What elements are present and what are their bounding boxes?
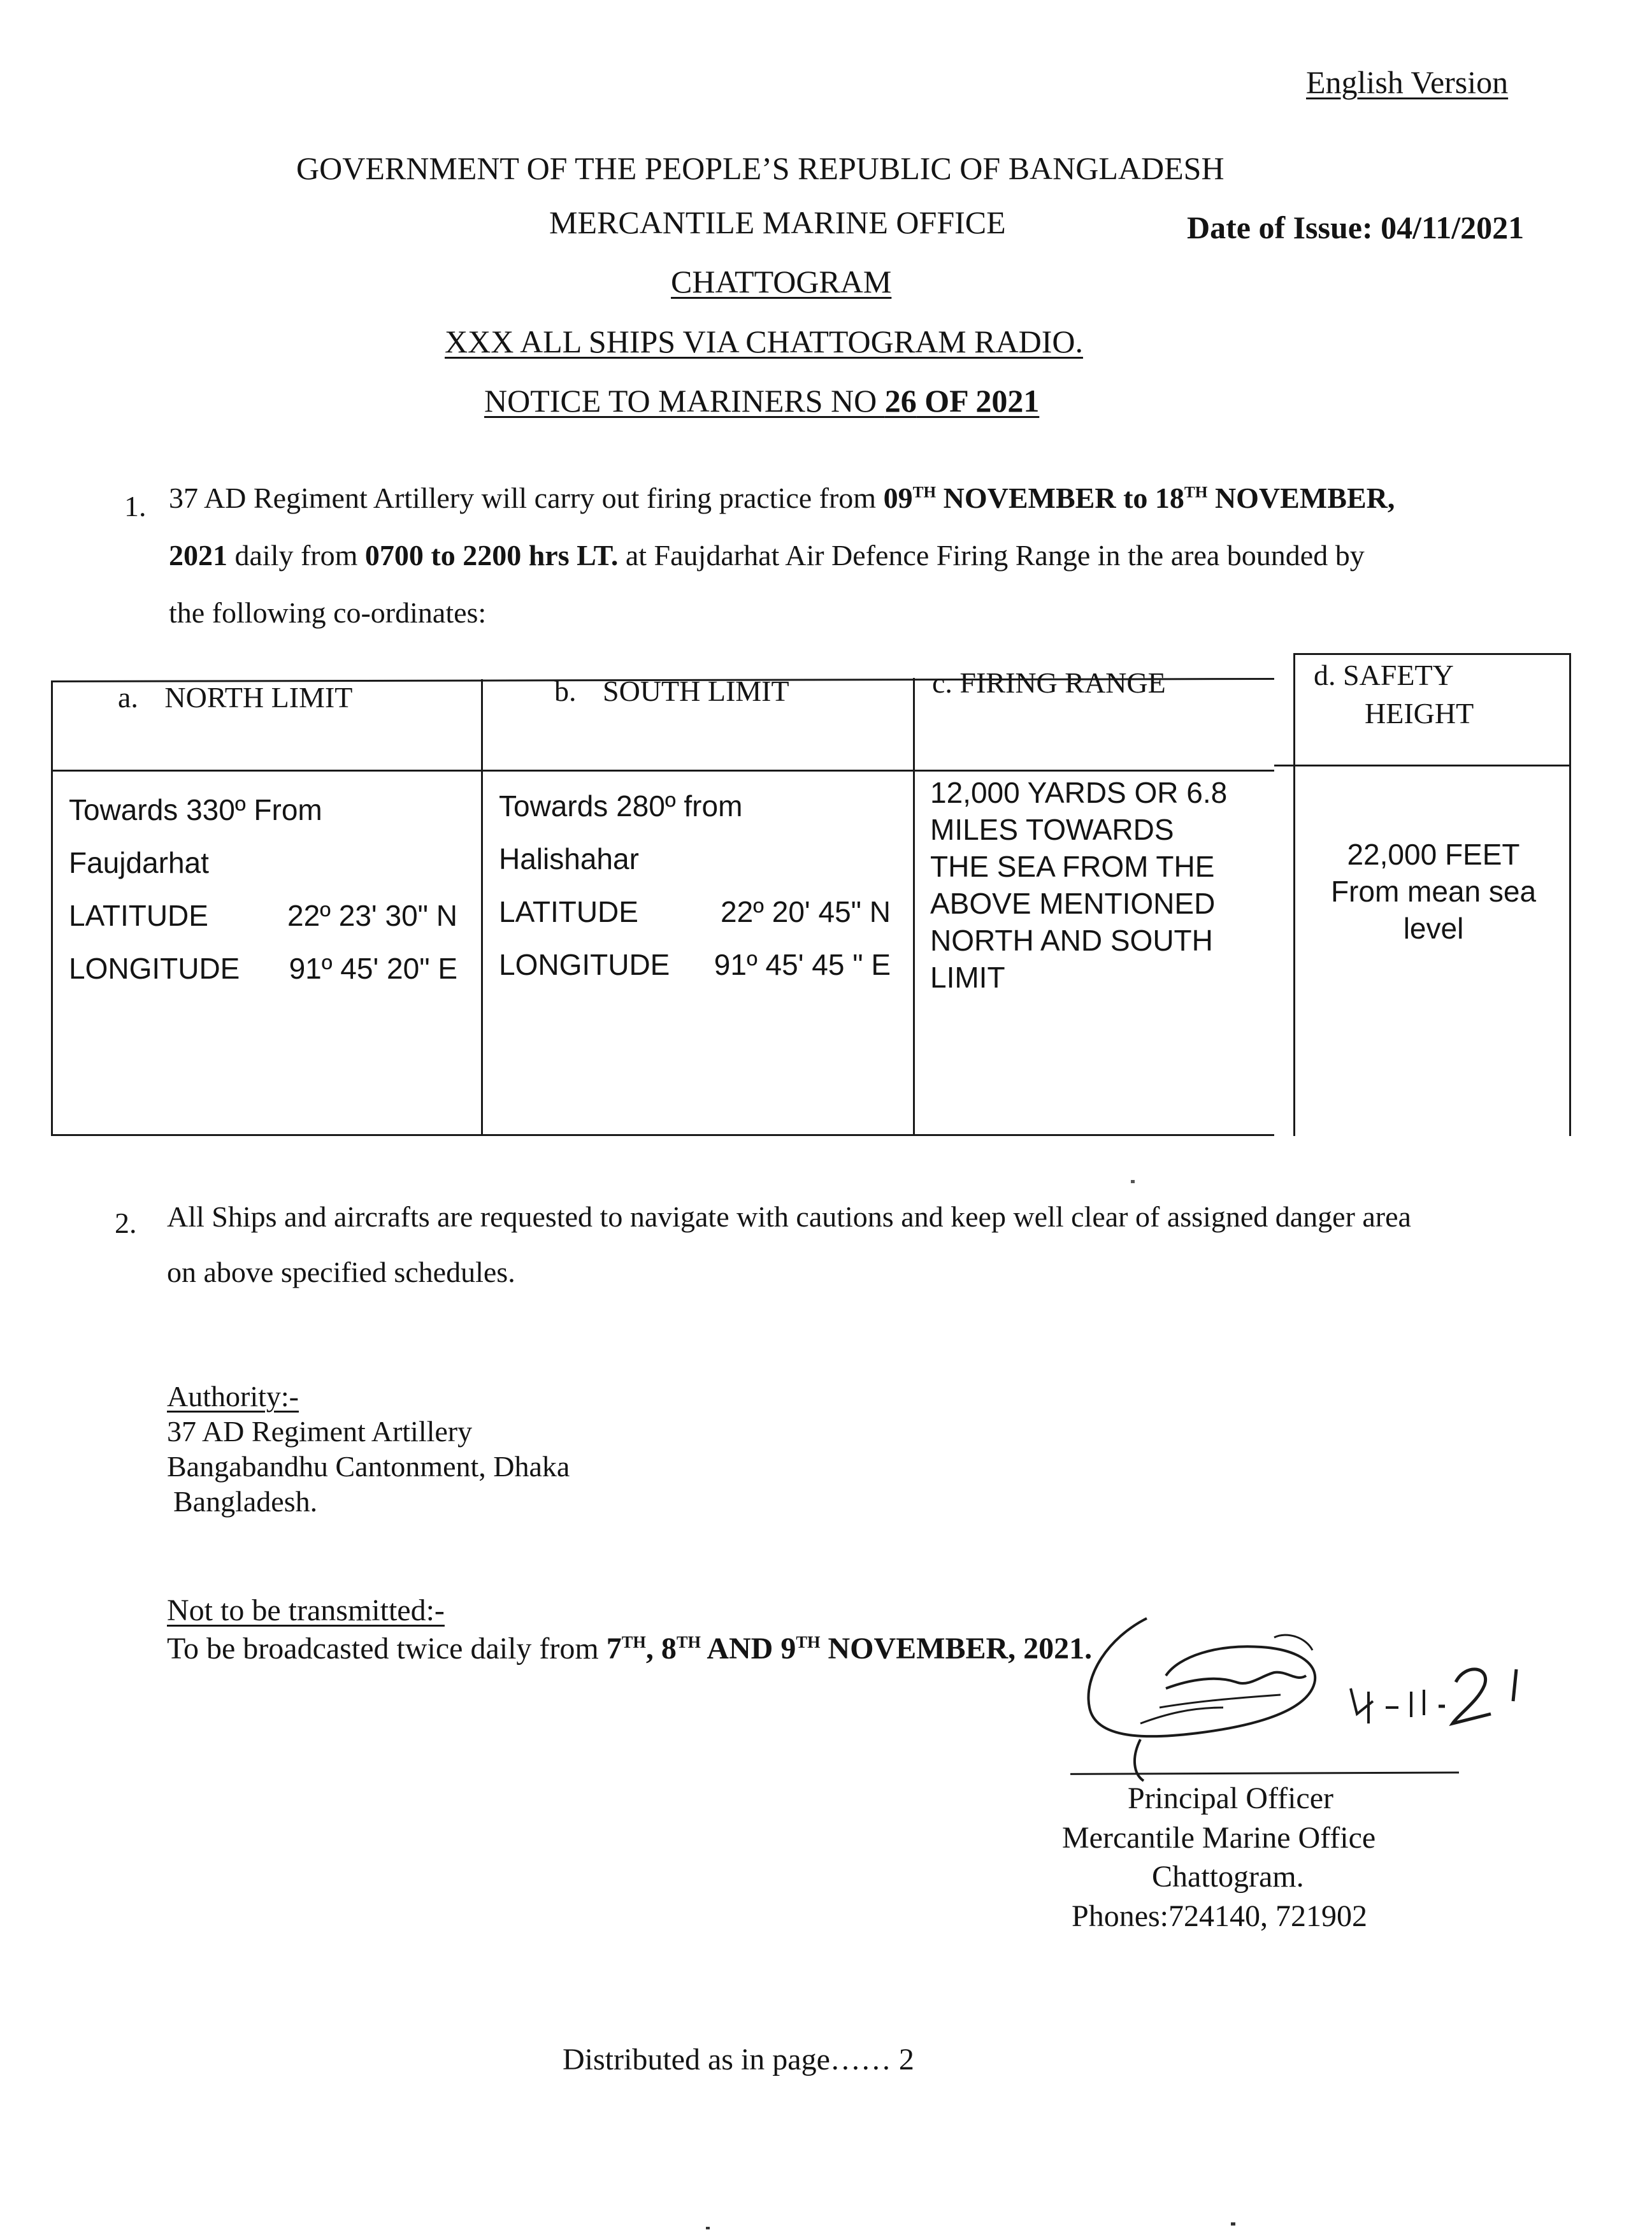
south-lat-value: 22º 20' 45" N — [721, 895, 891, 928]
not-transmitted-heading: Not to be transmitted:- — [167, 1593, 445, 1627]
north-bearing: Towards 330º From — [69, 793, 322, 826]
south-latitude-row — [499, 886, 891, 939]
authority-line2: Bangabandhu Cantonment, Dhaka — [167, 1450, 570, 1483]
header-safety-height — [1314, 656, 1474, 733]
table-bottom-border — [51, 1134, 1274, 1136]
header-office: MERCANTILE MARINE OFFICE — [549, 205, 1006, 240]
authority-line1: 37 AD Regiment Artillery — [167, 1415, 473, 1448]
north-label: NORTH LIMIT — [164, 681, 353, 714]
table-col-divider-1 — [481, 679, 483, 1136]
to-word: to — [1116, 482, 1155, 514]
range-line3: THE SEA FROM THE — [930, 850, 1215, 883]
header-firing-range: c. FIRING RANGE — [932, 666, 1166, 699]
date-of-issue: Date of Issue: 04/11/2021 — [1187, 210, 1525, 245]
range-line5: NORTH AND SOUTH — [930, 924, 1213, 957]
end-month: NOVEMBER, — [1207, 482, 1395, 514]
broadcast-day3-suffix: TH — [796, 1632, 821, 1651]
signatory-office: Mercantile Marine Office — [1062, 1821, 1376, 1855]
scan-speck — [1131, 1180, 1135, 1183]
cell-safety-height — [1306, 836, 1561, 947]
para1-number: 1. — [124, 490, 147, 522]
distributed-note: Distributed as in page…… 2 — [563, 2043, 914, 2076]
header-south-limit — [554, 674, 789, 708]
south-place: Halishahar — [499, 842, 639, 875]
header-broadcast: XXX ALL SHIPS VIA CHATTOGRAM RADIO. — [445, 324, 1083, 359]
table-col-divider-2 — [913, 678, 915, 1136]
start-month: NOVEMBER — [936, 482, 1116, 514]
signatory-city: Chattogram. — [1152, 1860, 1304, 1894]
table-right-border — [1569, 653, 1571, 1136]
end-day: 18 — [1154, 482, 1184, 514]
para2-line1: All Ships and aircrafts are requested to navigate with cautions and keep well clear of assigned danger area — [167, 1200, 1411, 1233]
north-longitude-row — [69, 942, 457, 995]
cell-firing-range — [930, 774, 1274, 996]
table-right-top — [1293, 653, 1571, 655]
table-right-header-divider — [1274, 765, 1571, 766]
scan-speck — [1231, 2222, 1235, 2226]
authority-heading: Authority:- — [167, 1380, 299, 1413]
broadcast-day3: 9 — [780, 1632, 796, 1665]
south-lon-value: 91º 45' 45 " E — [714, 948, 891, 981]
para1-text: 37 AD Regiment Artillery will carry out firing practice from — [169, 482, 884, 514]
range-line2: MILES TOWARDS — [930, 813, 1174, 846]
north-lat-value: 22º 23' 30" N — [287, 899, 457, 932]
broadcast-day1-suffix: TH — [621, 1632, 646, 1651]
header-government: GOVERNMENT OF THE PEOPLE’S REPUBLIC OF BANGLADESH — [296, 150, 1225, 186]
broadcast-and: AND — [701, 1632, 781, 1665]
time-range: 0700 to 2200 hrs LT. — [364, 539, 619, 572]
header-north-limit — [118, 680, 352, 714]
height-line2: From mean sea — [1330, 875, 1537, 908]
notice-title — [484, 382, 1039, 419]
south-label: SOUTH LIMIT — [603, 675, 789, 707]
notice-year: OF 2021 — [916, 383, 1040, 419]
start-day-suffix: TH — [912, 483, 937, 501]
para1-line1 — [169, 481, 1395, 515]
north-lon-label: LONGITUDE — [69, 952, 240, 985]
safety-line2: HEIGHT — [1365, 697, 1474, 730]
para2-number: 2. — [115, 1207, 137, 1239]
broadcast-day2: 8 — [661, 1632, 677, 1665]
south-letter: b. — [554, 675, 577, 707]
table-header-divider — [51, 770, 1274, 772]
south-longitude-row — [499, 939, 891, 991]
south-lat-label: LATITUDE — [499, 895, 638, 928]
notice-number: 26 — [884, 383, 917, 419]
height-line3: level — [1403, 912, 1464, 945]
north-lon-value: 91º 45' 20" E — [289, 952, 457, 985]
start-day: 09 — [883, 482, 913, 514]
year: 2021 — [169, 539, 227, 572]
broadcast-day1: 7 — [606, 1632, 622, 1665]
table-left-border — [51, 680, 53, 1136]
signatory-phones: Phones:724140, 721902 — [1072, 1899, 1368, 1933]
para1-line2 — [169, 538, 1365, 572]
notice-prefix: NOTICE TO MARINERS NO — [484, 383, 885, 419]
cell-south-limit — [499, 780, 891, 991]
north-lat-label: LATITUDE — [69, 899, 208, 932]
daily-from: daily from — [227, 539, 365, 572]
range-line6: LIMIT — [930, 961, 1005, 994]
end-day-suffix: TH — [1184, 483, 1208, 501]
north-latitude-row — [69, 889, 457, 942]
south-bearing: Towards 280º from — [499, 789, 743, 823]
para1-line3: the following co-ordinates: — [169, 596, 487, 629]
location-text: at Faujdarhat Air Defence Firing Range in the area bounded by — [618, 539, 1365, 572]
broadcast-prefix: To be broadcasted twice daily from — [167, 1632, 607, 1665]
range-line1: 12,000 YARDS OR 6.8 — [930, 776, 1228, 809]
south-lon-label: LONGITUDE — [499, 948, 670, 981]
broadcast-day2-suffix: TH — [676, 1632, 701, 1651]
height-value: 22,000 FEET — [1347, 838, 1520, 871]
header-city: CHATTOGRAM — [671, 264, 892, 299]
range-line4: ABOVE MENTIONED — [930, 887, 1216, 920]
signatory-title: Principal Officer — [1128, 1781, 1333, 1815]
scan-speck — [706, 2227, 710, 2229]
broadcast-sep: , — [645, 1632, 661, 1665]
broadcast-schedule — [167, 1631, 1092, 1666]
north-place: Faujdarhat — [69, 846, 209, 879]
authority-line3: Bangladesh. — [173, 1485, 318, 1518]
north-letter: a. — [118, 681, 138, 714]
safety-line1: d. SAFETY — [1314, 659, 1454, 691]
para2-line2: on above specified schedules. — [167, 1256, 515, 1288]
version-label: English Version — [1306, 64, 1509, 100]
broadcast-month: NOVEMBER, 2021. — [820, 1632, 1093, 1665]
cell-north-limit — [69, 784, 457, 995]
table-col-divider-3 — [1293, 653, 1295, 1136]
